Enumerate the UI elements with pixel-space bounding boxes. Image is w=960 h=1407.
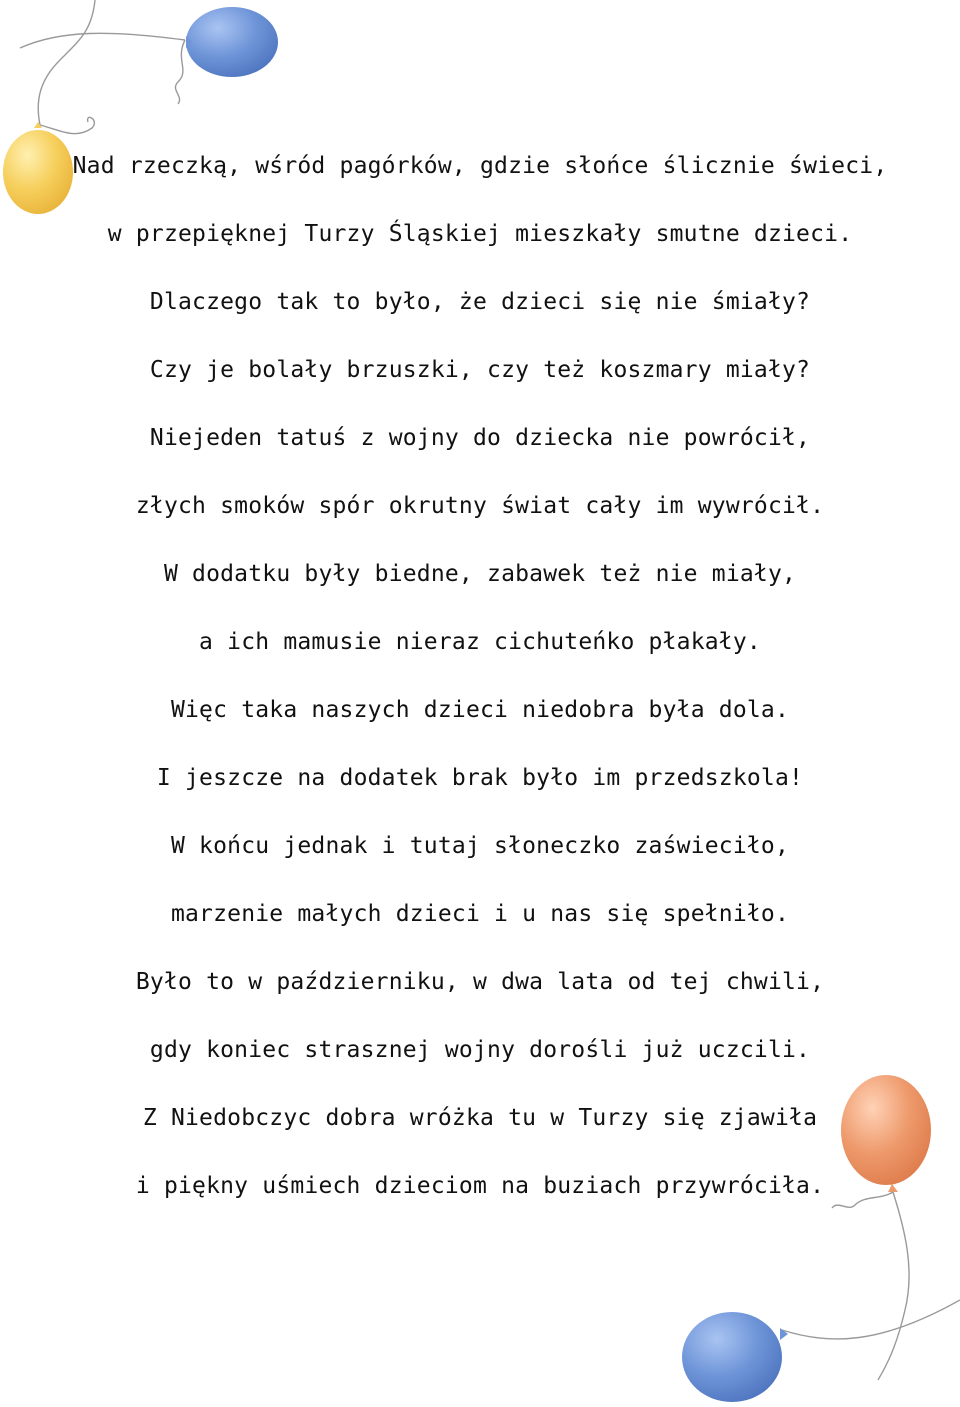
poem-line: W końcu jednak i tutaj słoneczko zaświeciło, [170, 833, 790, 859]
poem-line: a ich mamusie nieraz cichuteńko płakały. [199, 629, 761, 655]
poem-line: Było to w październiku, w dwa lata od tej chwili, [135, 969, 825, 995]
poem-line: w przepięknej Turzy Śląskiej mieszkały smutne dzieci. [107, 221, 853, 247]
poem-line: W dodatku były biedne, zabawek też nie miały, [163, 561, 797, 587]
poem-line: złych smoków spór okrutny świat cały im wywrócił. [135, 493, 825, 519]
balloon-icon [20, 0, 278, 125]
poem-line: marzenie małych dzieci i u nas się spełniło. [170, 901, 790, 927]
poem-line: Czy je bolały brzuszki, czy też koszmary miały? [149, 357, 811, 383]
poem-line: Więc taka naszych dzieci niedobra była dola. [170, 697, 790, 723]
poem-line: Z Niedobczyc dobra wróżka tu w Turzy się zjawiła [142, 1105, 818, 1131]
poem-line: i piękny uśmiech dzieciom na buziach przywróciła. [135, 1173, 825, 1199]
poem [0, 148, 960, 1236]
poem-line: gdy koniec strasznej wojny dorośli już uczcili. [149, 1037, 811, 1063]
poem-line: I jeszcze na dodatek brak było im przedszkola! [156, 765, 804, 791]
poem-line: Nad rzeczką, wśród pagórków, gdzie słońce ślicznie świeci, [72, 153, 888, 179]
poem-line: Dlaczego tak to było, że dzieci się nie śmiały? [149, 289, 811, 315]
balloon-icon [682, 1300, 960, 1402]
poem-line: Niejeden tatuś z wojny do dziecka nie powrócił, [149, 425, 811, 451]
